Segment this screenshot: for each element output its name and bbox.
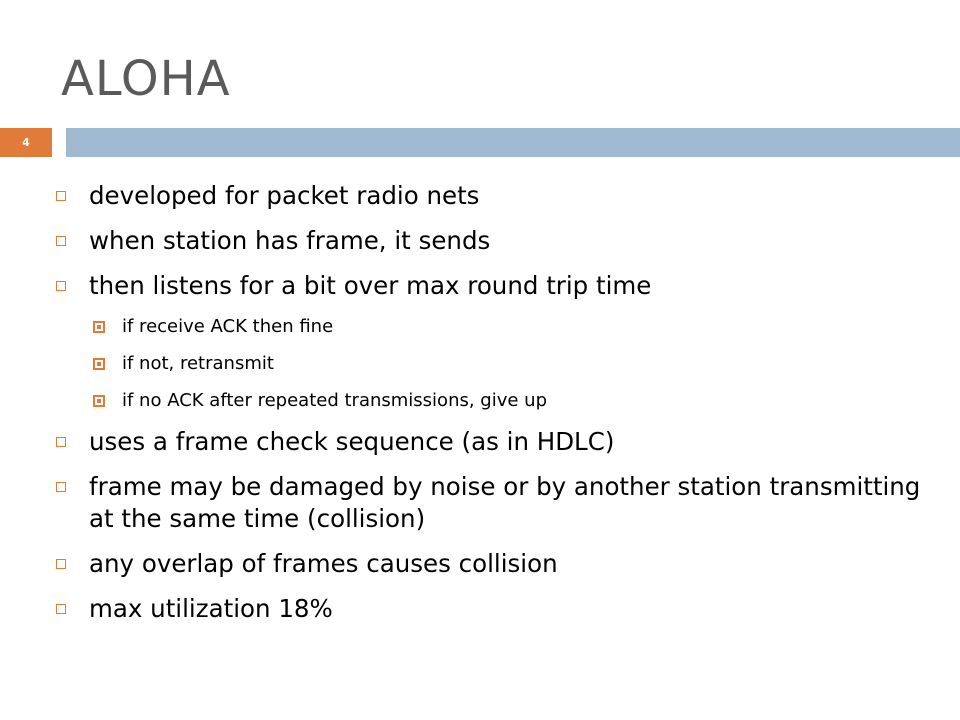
- hollow-square-bullet-icon: [56, 191, 66, 201]
- bullet-text: uses a frame check sequence (as in HDLC): [89, 427, 615, 456]
- slide-title: ALOHA: [61, 51, 231, 107]
- bullet-list: [55, 180, 935, 638]
- square-dot-bullet-icon: [93, 358, 105, 370]
- bullet-item: [55, 270, 935, 302]
- header-bar: [66, 128, 960, 157]
- bullet-item: [55, 426, 935, 458]
- square-dot-bullet-icon: [93, 321, 105, 333]
- bullet-item: [55, 548, 935, 580]
- bullet-text: when station has frame, it sends: [89, 226, 491, 255]
- hollow-square-bullet-icon: [56, 482, 66, 492]
- sub-bullet-item: [55, 389, 935, 413]
- sub-bullet-item: [55, 352, 935, 376]
- bullet-text: then listens for a bit over max round trip time: [89, 271, 652, 300]
- bullet-item: [55, 225, 935, 257]
- hollow-square-bullet-icon: [56, 604, 66, 614]
- square-dot-bullet-icon: [93, 395, 105, 407]
- sub-bullet-text: if not, retransmit: [122, 353, 274, 374]
- bullet-item: [55, 471, 935, 535]
- bullet-text: frame may be damaged by noise or by another station transmitting at the same time (collision): [89, 472, 921, 533]
- hollow-square-bullet-icon: [56, 281, 66, 291]
- hollow-square-bullet-icon: [56, 437, 66, 447]
- bullet-text: developed for packet radio nets: [89, 181, 480, 210]
- sub-bullet-text: if receive ACK then fine: [122, 316, 334, 337]
- sub-bullet-item: [55, 315, 935, 339]
- hollow-square-bullet-icon: [56, 236, 66, 246]
- sub-bullet-text: if no ACK after repeated transmissions, give up: [122, 390, 548, 411]
- page-number-badge: 4: [0, 128, 52, 157]
- bullet-item: [55, 593, 935, 625]
- bullet-item: [55, 180, 935, 212]
- hollow-square-bullet-icon: [56, 559, 66, 569]
- bullet-text: any overlap of frames causes collision: [89, 549, 558, 578]
- bullet-text: max utilization 18%: [89, 594, 333, 623]
